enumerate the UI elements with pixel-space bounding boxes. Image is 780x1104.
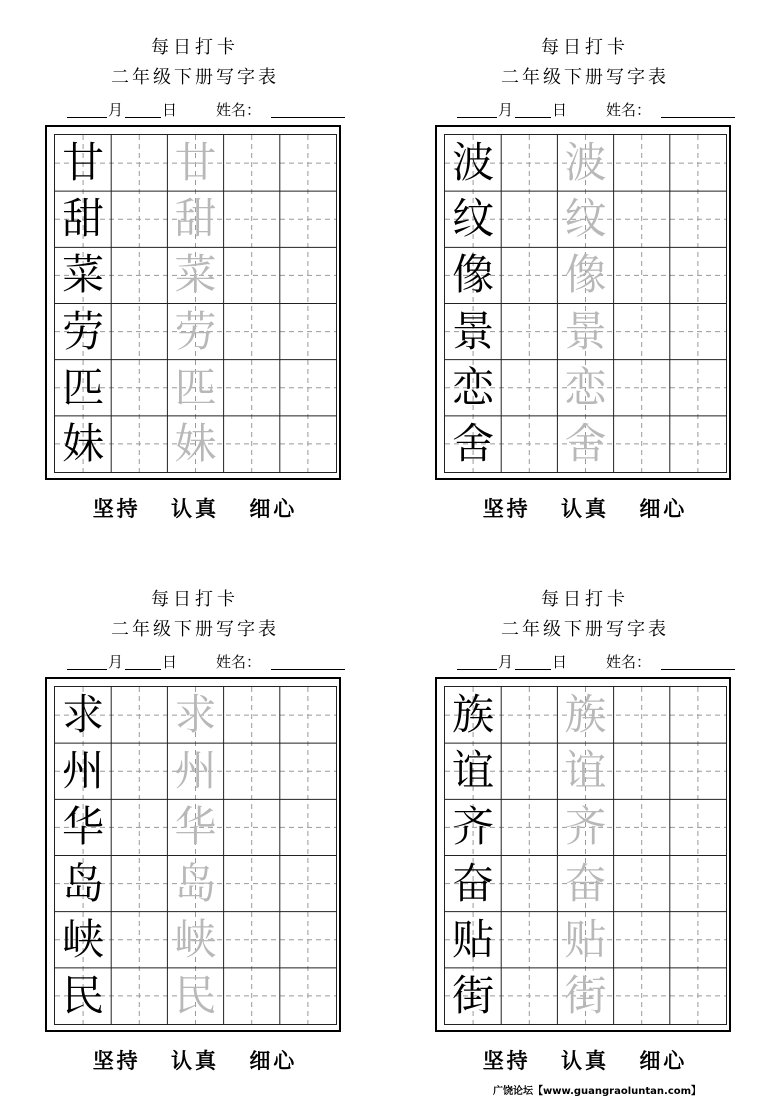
motto-word: 细心 (639, 1048, 688, 1073)
day-blank[interactable] (515, 669, 551, 670)
trace-character: 峡 (174, 914, 217, 964)
footer-credit: 广饶论坛【www.guangraoluntan.com】 (493, 1086, 702, 1097)
model-character: 甜 (62, 194, 105, 244)
name-blank[interactable] (271, 669, 345, 670)
day-label: 日 (162, 101, 178, 119)
motto-word: 认真 (561, 1048, 609, 1073)
trace-character: 族 (564, 690, 607, 740)
model-character: 求 (62, 690, 105, 740)
card-title: 每日打卡 (541, 589, 629, 610)
card-title: 每日打卡 (541, 37, 629, 58)
day-label: 日 (552, 101, 568, 119)
model-character: 齐 (452, 802, 495, 852)
trace-character: 甜 (174, 194, 217, 244)
card-title: 每日打卡 (151, 589, 239, 610)
card-title: 每日打卡 (151, 37, 239, 58)
date-name-line (45, 100, 345, 122)
month-blank[interactable] (457, 669, 497, 670)
trace-character: 劳 (174, 306, 217, 356)
trace-character: 景 (564, 306, 607, 356)
card-subtitle: 二年级下册写字表 (111, 619, 279, 640)
name-blank[interactable] (661, 669, 735, 670)
day-label: 日 (552, 653, 568, 671)
day-blank[interactable] (125, 669, 161, 670)
trace-character: 贴 (564, 914, 607, 964)
trace-character: 奋 (564, 858, 607, 908)
model-character: 景 (452, 306, 495, 356)
motto-word: 坚持 (482, 496, 531, 521)
motto-word: 细心 (639, 496, 688, 521)
writing-grid (444, 134, 727, 473)
motto-word: 坚持 (92, 496, 141, 521)
name-label: 姓名： (216, 653, 262, 671)
trace-character: 匹 (174, 362, 217, 412)
model-character: 纹 (452, 194, 495, 244)
writing-grid (54, 134, 337, 473)
model-character: 州 (62, 746, 105, 796)
model-character: 族 (452, 690, 495, 740)
model-character: 菜 (62, 250, 105, 300)
month-blank[interactable] (67, 669, 107, 670)
model-character: 恋 (452, 362, 495, 412)
model-character: 妹 (62, 418, 105, 468)
trace-character: 求 (174, 690, 217, 740)
motto (435, 493, 735, 523)
model-character: 甘 (62, 138, 105, 188)
writing-frame (435, 677, 731, 1032)
name-label: 姓名： (606, 101, 652, 119)
name-label: 姓名： (606, 653, 652, 671)
model-character: 像 (452, 250, 495, 300)
motto-word: 认真 (171, 496, 219, 521)
model-character: 贴 (452, 914, 495, 964)
date-name-line (45, 652, 345, 674)
card-subtitle: 二年级下册写字表 (111, 67, 279, 88)
model-character: 峡 (62, 914, 105, 964)
name-blank[interactable] (661, 117, 735, 118)
card-subtitle: 二年级下册写字表 (501, 619, 669, 640)
model-character: 民 (62, 970, 105, 1020)
date-name-line (435, 652, 735, 674)
trace-character: 谊 (564, 746, 607, 796)
trace-character: 像 (564, 250, 607, 300)
trace-character: 纹 (564, 194, 607, 244)
trace-character: 菜 (174, 250, 217, 300)
practice-card (435, 552, 735, 1072)
model-character: 匹 (62, 362, 105, 412)
writing-grid (444, 686, 727, 1025)
date-name-line (435, 100, 735, 122)
name-label: 姓名： (216, 101, 262, 119)
motto-word: 坚持 (482, 1048, 531, 1073)
trace-character: 华 (174, 802, 217, 852)
trace-character: 甘 (174, 138, 217, 188)
name-blank[interactable] (271, 117, 345, 118)
trace-character: 恋 (564, 362, 607, 412)
day-label: 日 (162, 653, 178, 671)
motto-word: 细心 (249, 496, 298, 521)
trace-character: 波 (564, 138, 607, 188)
trace-character: 妹 (174, 418, 217, 468)
month-blank[interactable] (67, 117, 107, 118)
motto-word: 认真 (561, 496, 609, 521)
month-label: 月 (498, 653, 514, 671)
month-label: 月 (108, 653, 124, 671)
trace-character: 岛 (174, 858, 217, 908)
writing-frame (45, 677, 341, 1032)
motto-word: 认真 (171, 1048, 219, 1073)
trace-character: 州 (174, 746, 217, 796)
model-character: 华 (62, 802, 105, 852)
writing-grid (54, 686, 337, 1025)
practice-card (45, 552, 345, 1072)
model-character: 舍 (452, 418, 495, 468)
motto-word: 细心 (249, 1048, 298, 1073)
motto (45, 1045, 345, 1075)
model-character: 劳 (62, 306, 105, 356)
trace-character: 民 (174, 970, 217, 1020)
card-subtitle: 二年级下册写字表 (501, 67, 669, 88)
writing-frame (435, 125, 731, 480)
model-character: 街 (452, 970, 495, 1020)
practice-card (45, 0, 345, 520)
motto (435, 1045, 735, 1075)
month-label: 月 (498, 101, 514, 119)
month-label: 月 (108, 101, 124, 119)
month-blank[interactable] (457, 117, 497, 118)
model-character: 岛 (62, 858, 105, 908)
day-blank[interactable] (515, 117, 551, 118)
trace-character: 街 (564, 970, 607, 1020)
motto-word: 坚持 (92, 1048, 141, 1073)
motto (45, 493, 345, 523)
practice-card (435, 0, 735, 520)
model-character: 波 (452, 138, 495, 188)
model-character: 谊 (452, 746, 495, 796)
trace-character: 舍 (564, 418, 607, 468)
model-character: 奋 (452, 858, 495, 908)
trace-character: 齐 (564, 802, 607, 852)
day-blank[interactable] (125, 117, 161, 118)
writing-frame (45, 125, 341, 480)
